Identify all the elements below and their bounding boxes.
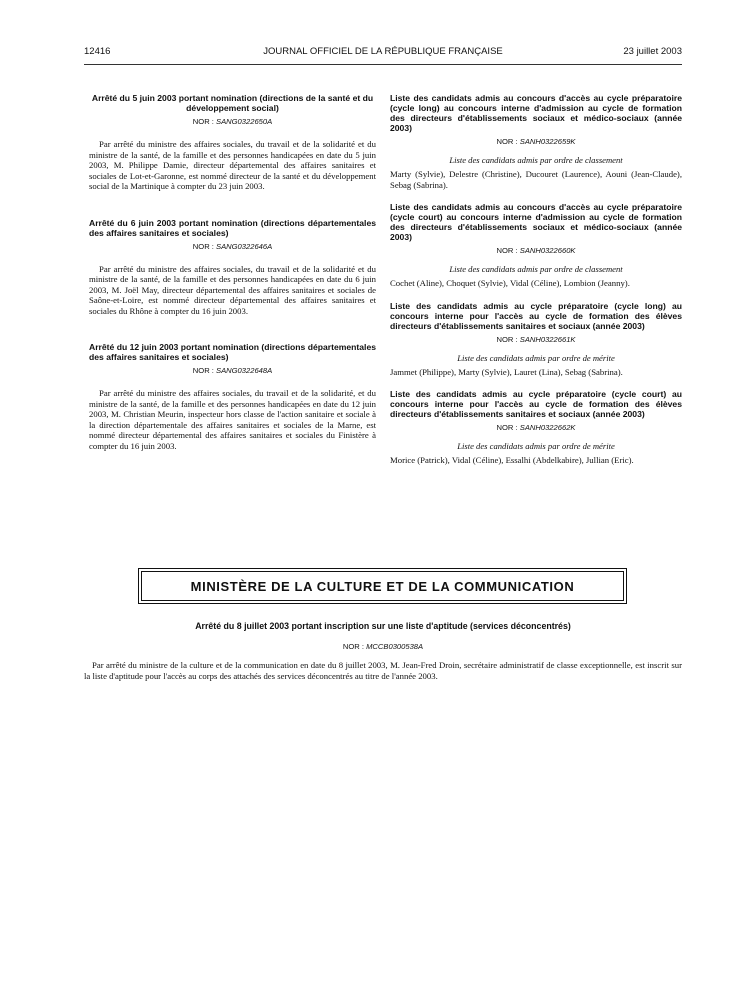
left-column (89, 93, 376, 451)
nor-code: SANH0322662K (519, 423, 576, 432)
nor-code: SANG0322650A (216, 117, 273, 126)
list-title: Liste des candidats admis au cycle préparatoire (cycle long) au concours interne pour l'accès au cycle de formation des élèves directeurs d'établissements sanitaires et sociaux (année 2003) (390, 300, 682, 331)
nor-code: MCCB0300538A (366, 642, 424, 651)
nor-code: SANG0322646A (216, 241, 273, 251)
decree-section (89, 342, 376, 451)
ministry-title: MINISTÈRE DE LA CULTURE ET DE LA COMMUNICATION (190, 578, 575, 594)
list-subcaption: Liste des candidats admis par ordre de classement (449, 264, 623, 274)
nor-label: NOR : (342, 642, 364, 651)
nor-reference (89, 242, 376, 252)
issue-date: 23 juillet 2003 (623, 46, 682, 57)
nor-code: SANH0322660K (519, 246, 576, 255)
nor-reference (84, 642, 682, 652)
candidate-names: Morice (Patrick), Vidal (Céline), Essalhi (Abdelkabire), Jullian (Eric). (390, 455, 634, 465)
nor-label: NOR : (192, 366, 214, 375)
right-column (390, 93, 682, 466)
ministry-heading-box (141, 571, 624, 601)
decree-title: Arrêté du 12 juin 2003 portant nomination (directions départementales des affaires sanitaires et sociales) (89, 342, 376, 362)
nor-reference (89, 366, 376, 376)
candidate-list-section (390, 389, 682, 466)
nor-code: SANH0322661K (519, 334, 576, 344)
nor-label: NOR : (192, 241, 214, 251)
decree-title: Arrêté du 8 juillet 2003 portant inscription sur une liste d'aptitude (services déconcentrés) (195, 621, 571, 631)
nor-label: NOR : (496, 423, 518, 432)
list-subcaption: Liste des candidats admis par ordre de classement (449, 155, 623, 165)
candidate-names: Marty (Sylvie), Delestre (Christine), Ducouret (Laurence), Aouni (Jean-Claude), Sebag (Sabrina). (390, 169, 682, 190)
candidate-list-section (390, 301, 682, 378)
decree-title: Arrêté du 6 juin 2003 portant nomination (directions départementales des affaires sanitaires et sociales) (89, 217, 376, 238)
header-rule (84, 64, 682, 65)
candidate-list-section (390, 93, 682, 190)
journal-title: JOURNAL OFFICIEL DE LA RÉPUBLIQUE FRANÇAISE (263, 46, 503, 57)
nor-reference (89, 117, 376, 127)
nor-reference (390, 423, 682, 433)
nor-code: SANH0322659K (519, 137, 576, 146)
nor-label: NOR : (192, 117, 214, 126)
candidate-names: Jammet (Philippe), Marty (Sylvie), Lauret (Lina), Sebag (Sabrina). (390, 366, 623, 377)
page-header (84, 46, 682, 62)
nor-label: NOR : (496, 246, 518, 255)
candidate-names: Cochet (Aline), Choquet (Sylvie), Vidal (Céline), Lombion (Jeanny). (390, 278, 630, 288)
list-title: Liste des candidats admis au cycle préparatoire (cycle court) au concours interne pour l'accès au cycle de formation des élèves directeurs d'établissements sanitaires et sociaux (année 2003) (390, 389, 682, 419)
list-title: Liste des candidats admis au concours d'accès au cycle préparatoire (cycle long) au concours interne d'admission au cycle de formation des directeurs d'établissements sociaux et médico-sociaux (année 2003) (390, 93, 682, 133)
decree-body: Par arrêté du ministre des affaires sociales, du travail et de la solidarité et du ministre de la santé, de la famille et des personnes handicapées en date du 5 juin 2003, M. Philippe Damie, directeur départemental des affaires sanitaires et sociales de Lot-et-Garonne, est nommé directeur de la santé et du développement social de la Martinique à compter du 23 juin 2003. (89, 139, 376, 191)
nor-reference (390, 137, 682, 147)
decree-section (89, 218, 376, 317)
nor-code: SANG0322648A (216, 366, 273, 375)
decree-body: Par arrêté du ministre des affaires sociales, du travail et de la solidarité, et du ministre de la santé, de la famille et des personnes handicapées en date du 12 juin 2003, M. Christian Meurin, inspecteur hors classe de l'action sanitaire et sociale à la direction départementale des affaires sanitaires et sociales de la Marne, est nommé directeur départemental des affaires sanitaires et sociales du Finistère à compter du 16 juin 2003. (89, 388, 376, 451)
list-subcaption: Liste des candidats admis par ordre de mérite (457, 441, 615, 451)
candidate-list-section (390, 202, 682, 289)
page-number: 12416 (84, 46, 111, 57)
decree-body: Par arrêté du ministre de la culture et de la communication en date du 8 juillet 2003, M. Jean-Fred Droin, secrétaire administratif de classe exceptionnelle, est inscrit sur la liste d'aptitude pour l'accès au corps des attachés des services déconcentrés au titre de l'année 2003. (84, 660, 682, 681)
decree-body: Par arrêté du ministre des affaires sociales, du travail et de la solidarité et du ministre de la santé, de la famille et des personnes handicapées en date du 6 juin 2003, M. Joël May, directeur départemental des affaires sanitaires et sociales de Saône-et-Loire, est nommé directeur départemental des affaires sanitaires et sociales du Rhône à compter du 16 juin 2003. (89, 263, 376, 316)
decree-section (89, 93, 376, 192)
decree-title: Arrêté du 5 juin 2003 portant nomination (directions de la santé et du développement social) (91, 93, 374, 113)
nor-reference (390, 246, 682, 256)
list-title: Liste des candidats admis au concours d'accès au cycle préparatoire (cycle court) au concours interne d'admission au cycle de formation des directeurs d'établissements sociaux et médico-sociaux (année 2003) (390, 202, 682, 242)
nor-reference (390, 335, 682, 345)
nor-label: NOR : (496, 334, 518, 344)
list-subcaption: Liste des candidats admis par ordre de mérite (457, 352, 615, 363)
nor-label: NOR : (496, 137, 518, 146)
